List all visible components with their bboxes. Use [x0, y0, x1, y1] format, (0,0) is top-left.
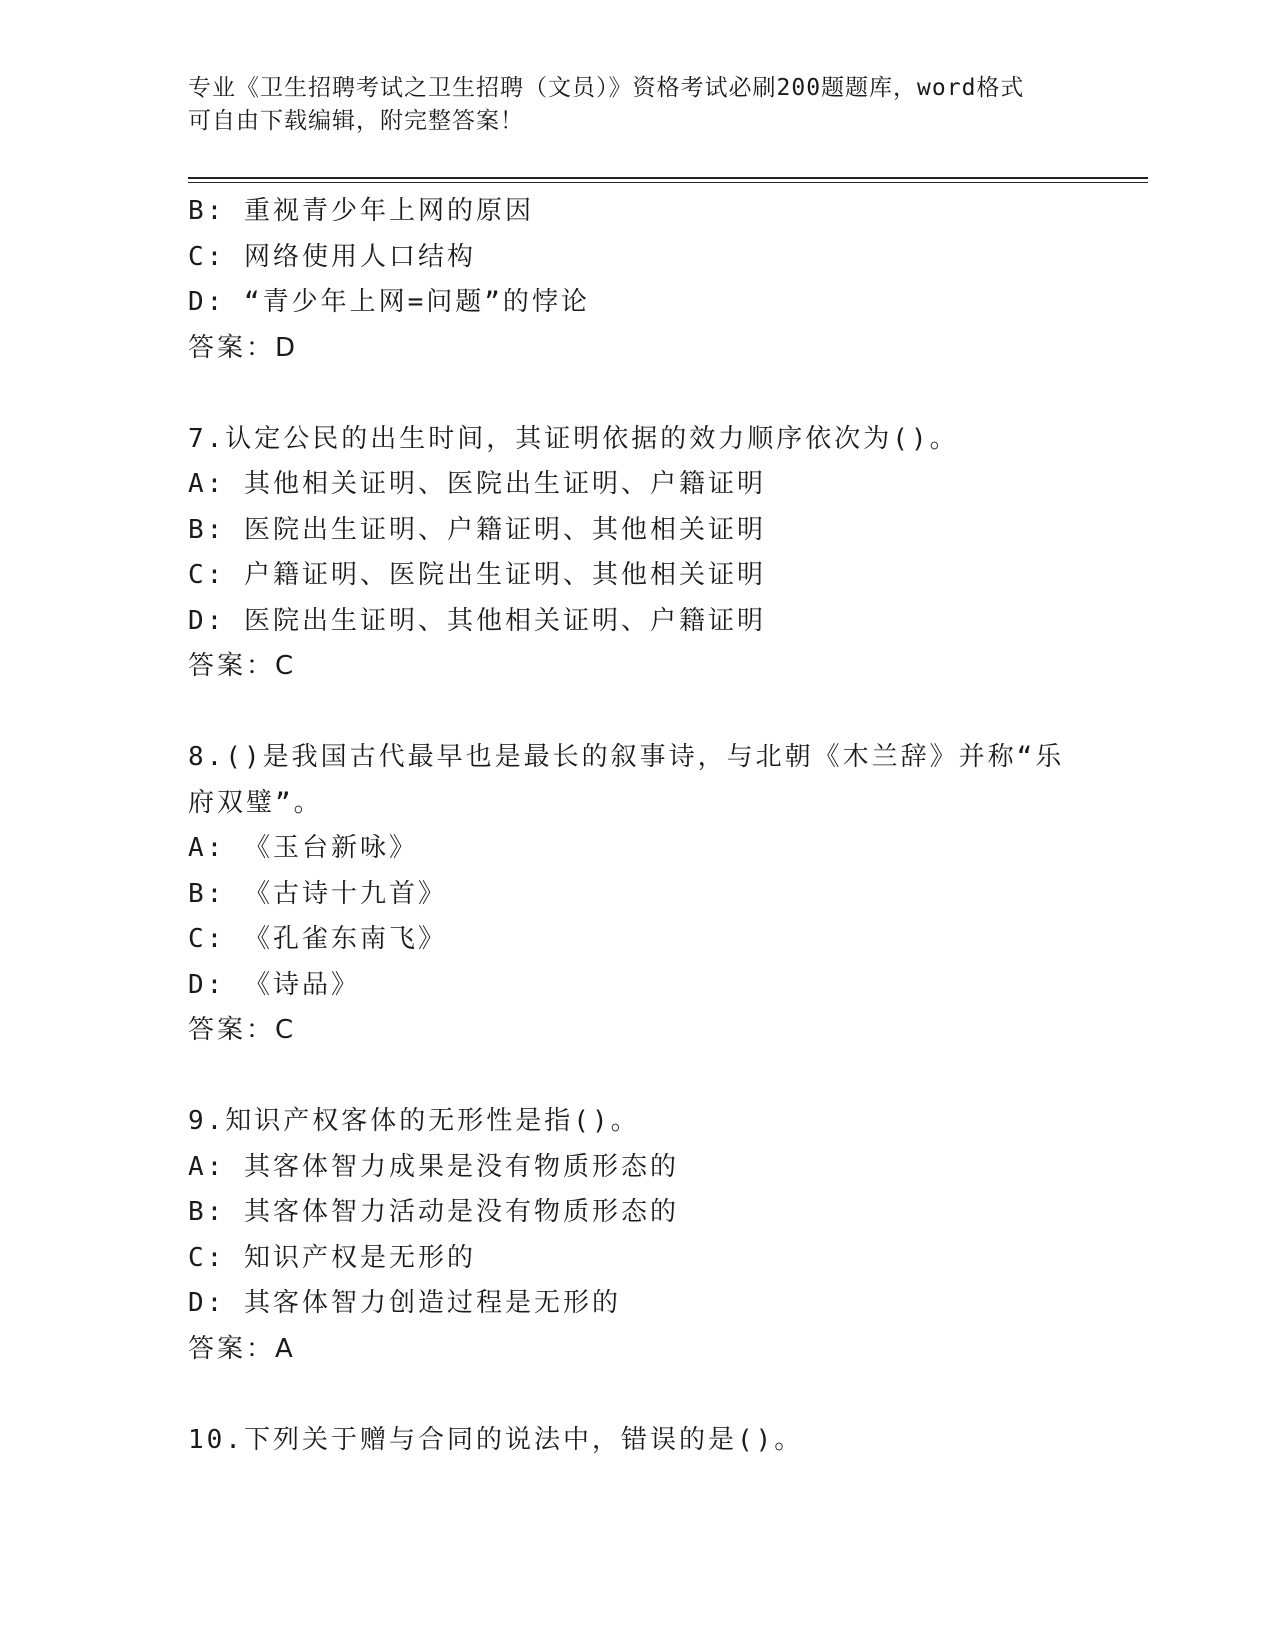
question-text: 7.认定公民的出生时间，其证明依据的效力顺序依次为()。	[188, 423, 959, 454]
option-b: B: 其客体智力活动是没有物质形态的	[188, 1197, 679, 1227]
question-text-line-1: 8.()是我国古代最早也是最长的叙事诗，与北朝《木兰辞》并称“乐	[188, 742, 1065, 772]
answer-line: 答案：D	[188, 332, 299, 363]
answer-line: 答案：C	[188, 1015, 297, 1045]
option-d: D: 其客体智力创造过程是无形的	[188, 1288, 621, 1318]
option-d: D: 《诗品》	[188, 969, 360, 1000]
option-c: C: 《孔雀东南飞》	[188, 924, 447, 954]
question-text: 10.下列关于赠与合同的说法中，错误的是()。	[188, 1424, 804, 1455]
option-b: B: 医院出生证明、户籍证明、其他相关证明	[188, 514, 766, 545]
option-c: C: 网络使用人口结构	[188, 241, 476, 272]
document-header-note	[188, 72, 1068, 138]
spacer	[188, 371, 1148, 417]
question-text-line-2: 府双璧”。	[188, 787, 323, 818]
option-a: A: 《玉台新咏》	[188, 833, 418, 863]
header-line-2: 可自由下载编辑，附完整答案！	[188, 108, 524, 134]
option-c: C: 知识产权是无形的	[188, 1242, 476, 1273]
option-d: D: 医院出生证明、其他相关证明、户籍证明	[188, 605, 766, 636]
spacer	[188, 1372, 1148, 1418]
question-9	[188, 1099, 1148, 1372]
option-b: B: 《古诗十九首》	[188, 878, 447, 909]
option-b: B: 重视青少年上网的原因	[188, 196, 534, 226]
option-d: D: “青少年上网=问题”的悖论	[188, 287, 590, 317]
spacer	[188, 1054, 1148, 1100]
question-7	[188, 417, 1148, 690]
option-a: A: 其他相关证明、医院出生证明、户籍证明	[188, 469, 766, 499]
answer-line: 答案：C	[188, 651, 297, 681]
answer-line: 答案：A	[188, 1333, 296, 1364]
spacer	[188, 690, 1148, 736]
question-6-continued	[188, 189, 1148, 371]
question-text: 9.知识产权客体的无形性是指()。	[188, 1106, 640, 1136]
option-c: C: 户籍证明、医院出生证明、其他相关证明	[188, 560, 766, 590]
header-divider-thin	[188, 182, 1148, 183]
header-line-1: 专业《卫生招聘考试之卫生招聘（文员）》资格考试必刷200题题库，word格式	[188, 75, 1025, 101]
question-10	[188, 1418, 1148, 1464]
question-8	[188, 735, 1148, 1054]
question-list	[188, 189, 1148, 1463]
option-a: A: 其客体智力成果是没有物质形态的	[188, 1151, 679, 1182]
header-divider-thick	[188, 177, 1148, 179]
